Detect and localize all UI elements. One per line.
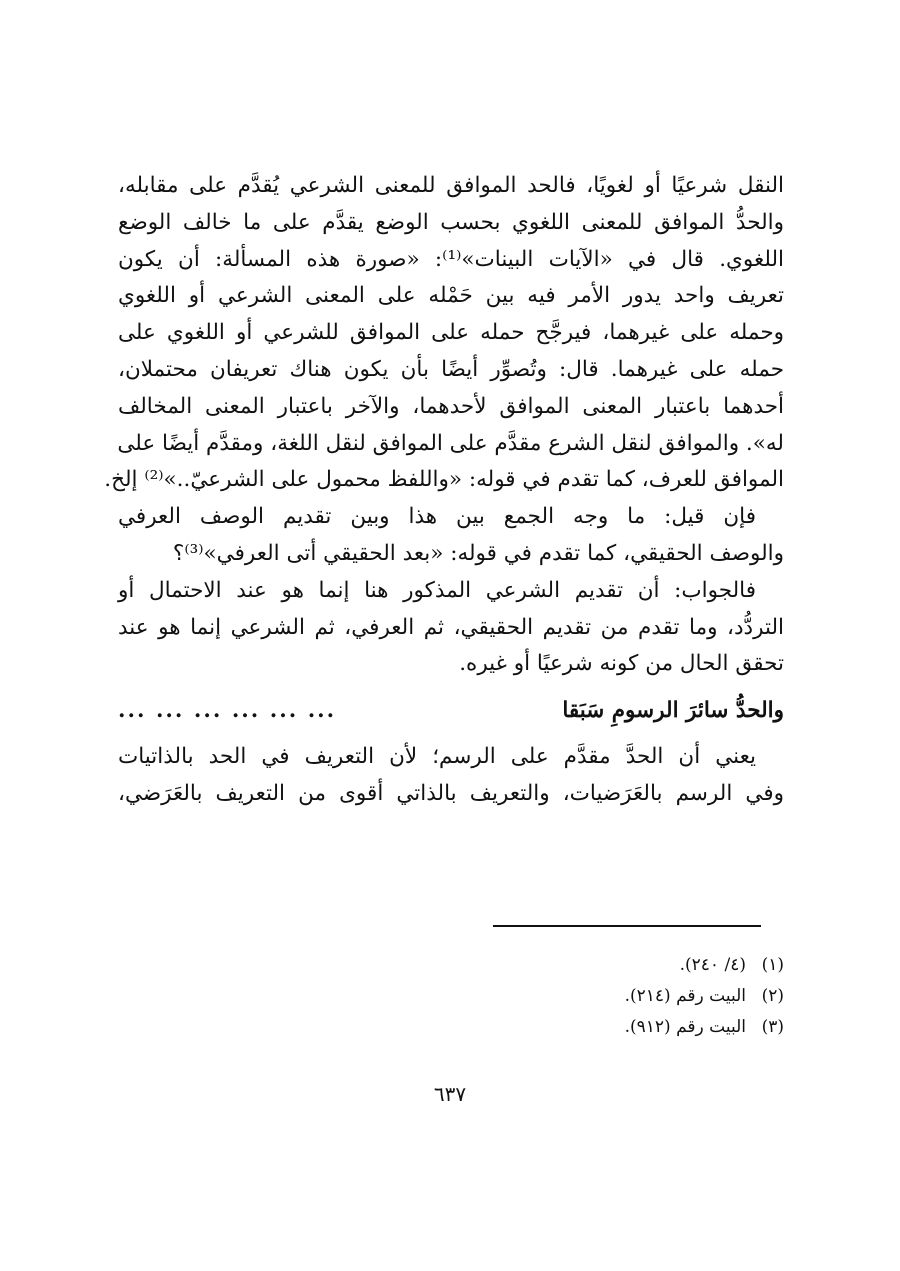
text-line: أحدهما باعتبار المعنى الموافق لأحدهما، والآخر باعتبار المعنى المخالف	[118, 393, 784, 419]
footnote-text: البيت رقم (٢١٤).	[624, 986, 746, 1006]
verse-line	[118, 691, 784, 731]
text-line: والوصف الحقيقي، كما تقدم في قوله: «بعد الحقيقي أتى العرفي»⁽³⁾؟	[172, 540, 784, 566]
footnote	[470, 1012, 784, 1043]
footnote-text: (٤/ ٢٤٠).	[679, 955, 746, 975]
footnote-number: (١)	[761, 955, 784, 975]
text-line: حمله على غيرهما. قال: وتُصوِّر أيضًا بأن يكون هناك تعريفان محتملان،	[118, 356, 784, 382]
verse-dots: ... ... ... ... ... ...	[118, 698, 337, 724]
footnote	[470, 981, 784, 1012]
text-line: يعني أن الحدَّ مقدَّم على الرسم؛ لأن التعريف في الحد بالذاتيات	[118, 744, 756, 770]
verse-text: والحدُّ سائرَ الرسومِ سَبَقا	[562, 698, 784, 724]
footnote-text: البيت رقم (٩١٢).	[624, 1017, 746, 1037]
text-line: وفي الرسم بالعَرَضيات، والتعريف بالذاتي أقوى من التعريف بالعَرَضي،	[118, 780, 784, 806]
text-line: وحمله على غيرهما، فيرجَّح حمله على الموافق للشرعي أو اللغوي على	[118, 320, 784, 346]
footnote	[470, 950, 784, 981]
text-line: له». والموافق لنقل الشرع مقدَّم على الموافق لنقل اللغة، ومقدَّم أيضًا على	[117, 430, 784, 456]
footnote-divider	[493, 925, 761, 927]
page-number: ٦٣٧	[433, 1082, 467, 1106]
text-line: فإن قيل: ما وجه الجمع بين هذا وبين تقديم الوصف العرفي	[118, 504, 756, 530]
text-line: تعريف واحد يدور الأمر فيه بين حَمْله على المعنى الشرعي أو اللغوي	[118, 283, 784, 309]
text-line: فالجواب: أن تقديم الشرعي المذكور هنا إنما هو عند الاحتمال أو	[118, 577, 756, 603]
text-line: الموافق للعرف، كما تقدم في قوله: «واللفظ محمول على الشرعيّ..»⁽²⁾ إلخ.	[104, 467, 784, 493]
main-text	[104, 168, 784, 813]
footnote-number: (٣)	[761, 1017, 784, 1037]
text-line: تحقق الحال من كونه شرعيًا أو غيره.	[459, 651, 784, 677]
footnotes	[470, 950, 784, 1043]
footnote-number: (٢)	[761, 986, 784, 1006]
text-line: التردُّد، وما تقدم من تقديم الحقيقي، ثم العرفي، ثم الشرعي إنما هو عند	[118, 614, 784, 640]
text-line: والحدُّ الموافق للمعنى اللغوي بحسب الوضع يقدَّم على ما خالف الوضع	[118, 209, 784, 235]
text-line: اللغوي. قال في «الآيات البينات»⁽¹⁾: «صورة هذه المسألة: أن يكون	[118, 246, 784, 272]
text-line: النقل شرعيًا أو لغويًا، فالحد الموافق للمعنى الشرعي يُقدَّم على مقابله،	[118, 173, 784, 198]
